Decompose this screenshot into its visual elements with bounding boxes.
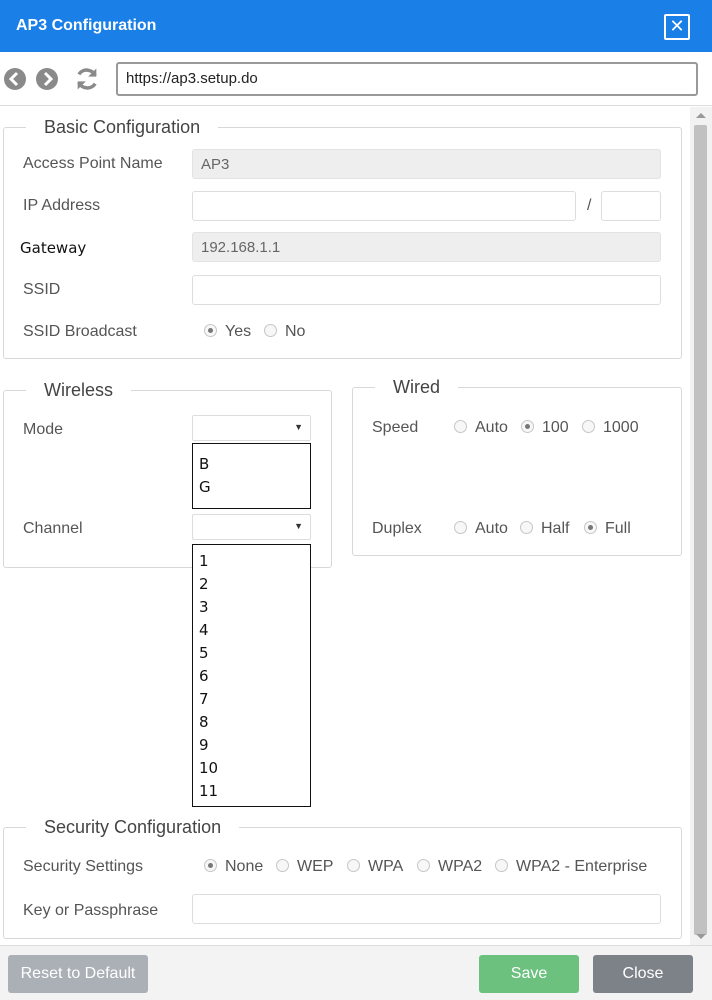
- security-wpa2-enterprise-option[interactable]: WPA2 - Enterprise: [495, 858, 647, 876]
- duplex-half-option[interactable]: Half: [520, 520, 569, 538]
- radio-selected-icon[interactable]: [584, 521, 597, 534]
- channel-label: Channel: [23, 520, 83, 537]
- speed-100-option[interactable]: 100: [521, 419, 569, 437]
- address-bar[interactable]: https://ap3.setup.do: [116, 62, 698, 96]
- radio-icon[interactable]: [582, 420, 595, 433]
- security-configuration-legend: Security Configuration: [44, 817, 222, 837]
- channel-option[interactable]: 5: [199, 644, 209, 662]
- speed-label: Speed: [372, 419, 419, 436]
- access-point-name-label: Access Point Name: [23, 155, 163, 172]
- speed-auto-option[interactable]: Auto: [454, 419, 508, 437]
- mode-dropdown-list: [192, 443, 311, 509]
- channel-dropdown-list: [192, 544, 311, 807]
- broadcast-no-option[interactable]: No: [264, 323, 305, 341]
- gateway-label: Gateway: [20, 239, 87, 257]
- forward-arrow-icon[interactable]: [35, 67, 59, 91]
- mode-label: Mode: [23, 421, 64, 438]
- ip-address-field[interactable]: [192, 191, 576, 221]
- ip-slash: /: [587, 197, 592, 214]
- wired-legend: Wired: [393, 377, 441, 397]
- vertical-scrollbar[interactable]: [690, 107, 712, 945]
- reset-to-default-button[interactable]: Reset to Default: [8, 955, 148, 993]
- browser-nav-bar: [0, 52, 712, 106]
- ssid-label: SSID: [23, 281, 61, 298]
- ssid-field[interactable]: [192, 275, 661, 305]
- channel-option[interactable]: 2: [199, 575, 209, 593]
- duplex-auto-option[interactable]: Auto: [454, 520, 508, 538]
- scroll-up-icon[interactable]: [696, 113, 706, 118]
- window-title: AP3 Configuration: [16, 17, 157, 34]
- channel-option[interactable]: 3: [199, 598, 209, 616]
- access-point-name-field[interactable]: AP3: [192, 149, 661, 179]
- chevron-down-icon: ▼: [294, 521, 303, 531]
- channel-option[interactable]: 9: [199, 736, 209, 754]
- radio-icon[interactable]: [276, 859, 289, 872]
- gateway-field[interactable]: 192.168.1.1: [192, 232, 661, 262]
- security-wpa2-option[interactable]: WPA2: [417, 858, 482, 876]
- security-settings-label: Security Settings: [23, 858, 144, 875]
- mode-option-g[interactable]: G: [199, 478, 211, 496]
- close-button[interactable]: Close: [593, 955, 693, 993]
- channel-select[interactable]: [192, 514, 311, 540]
- radio-icon[interactable]: [264, 324, 277, 337]
- ip-prefix-field[interactable]: [601, 191, 661, 221]
- radio-icon[interactable]: [520, 521, 533, 534]
- security-wpa-option[interactable]: WPA: [347, 858, 403, 876]
- radio-icon[interactable]: [454, 521, 467, 534]
- refresh-icon[interactable]: [73, 65, 101, 93]
- dialog-footer: [0, 945, 712, 1000]
- radio-selected-icon[interactable]: [204, 324, 217, 337]
- channel-option[interactable]: 4: [199, 621, 209, 639]
- key-passphrase-field[interactable]: [192, 894, 661, 924]
- wireless-legend: Wireless: [44, 380, 114, 400]
- radio-selected-icon[interactable]: [521, 420, 534, 433]
- channel-option[interactable]: 8: [199, 713, 209, 731]
- broadcast-yes-option[interactable]: Yes: [204, 323, 251, 341]
- basic-configuration-legend: Basic Configuration: [44, 117, 201, 137]
- channel-option[interactable]: 6: [199, 667, 209, 685]
- radio-icon[interactable]: [454, 420, 467, 433]
- channel-option[interactable]: 11: [199, 782, 219, 800]
- channel-option[interactable]: 1: [199, 552, 209, 570]
- security-none-option[interactable]: None: [204, 858, 263, 876]
- scroll-down-icon[interactable]: [696, 934, 706, 939]
- channel-option[interactable]: 10: [199, 759, 219, 777]
- close-window-icon[interactable]: ✕: [664, 14, 690, 40]
- mode-select[interactable]: [192, 415, 311, 441]
- radio-icon[interactable]: [417, 859, 430, 872]
- ssid-broadcast-label: SSID Broadcast: [23, 323, 137, 340]
- duplex-label: Duplex: [372, 520, 422, 537]
- back-arrow-icon[interactable]: [3, 67, 27, 91]
- channel-option[interactable]: 7: [199, 690, 209, 708]
- scroll-thumb[interactable]: [694, 125, 707, 935]
- radio-icon[interactable]: [347, 859, 360, 872]
- duplex-full-option[interactable]: Full: [584, 520, 631, 538]
- config-content: [0, 107, 712, 945]
- radio-icon[interactable]: [495, 859, 508, 872]
- speed-1000-option[interactable]: 1000: [582, 419, 639, 437]
- ip-address-label: IP Address: [23, 197, 101, 214]
- key-passphrase-label: Key or Passphrase: [23, 902, 159, 919]
- mode-option-b[interactable]: B: [199, 455, 210, 473]
- chevron-down-icon: ▼: [294, 422, 303, 432]
- security-wep-option[interactable]: WEP: [276, 858, 333, 876]
- title-bar: [0, 0, 712, 52]
- radio-selected-icon[interactable]: [204, 859, 217, 872]
- save-button[interactable]: Save: [479, 955, 579, 993]
